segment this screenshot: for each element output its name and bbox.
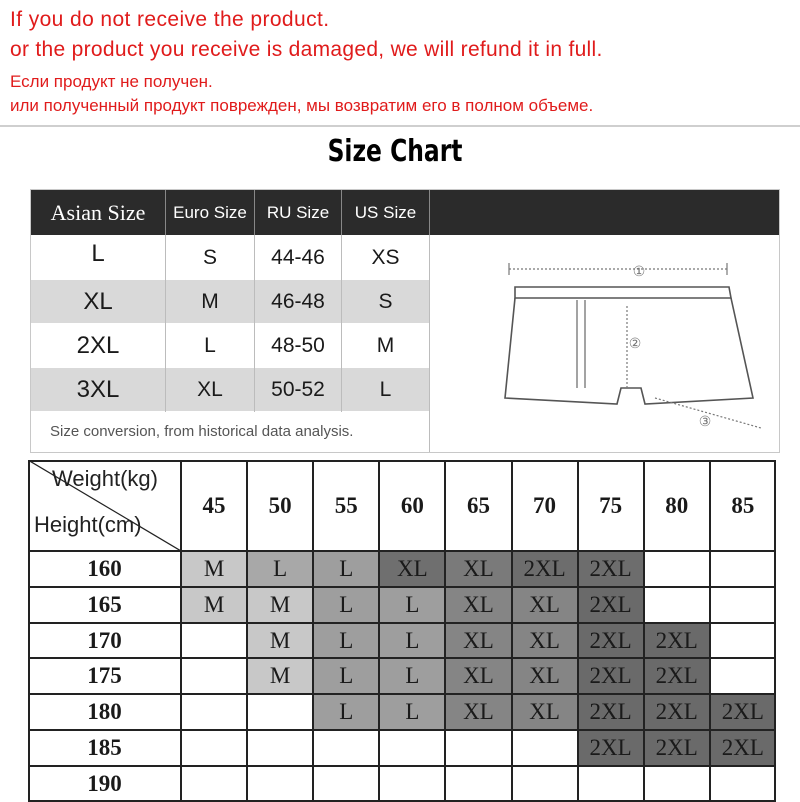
- size-recommendation-cell: 2XL: [644, 623, 710, 659]
- euro-size-cell: XL: [197, 378, 223, 401]
- size-recommendation-cell: [379, 730, 445, 766]
- refund-notice-line1: If you do not receive the product.: [10, 8, 330, 31]
- height-header-180: 180: [87, 699, 122, 725]
- height-axis-label: Height(cm): [34, 512, 142, 537]
- size-chart-title: Size Chart: [327, 134, 463, 169]
- size-recommendation-cell: 2XL: [512, 551, 578, 587]
- size-recommendation-cell: 2XL: [644, 694, 710, 730]
- size-conversion-note: Size conversion, from historical data analysis.: [50, 423, 354, 440]
- size-recommendation-cell: [512, 766, 578, 802]
- header-euro-size: Euro Size: [173, 203, 247, 222]
- grid-line: [643, 460, 645, 802]
- weight-header-45: 45: [202, 493, 226, 518]
- size-recommendation-cell: [445, 766, 511, 802]
- height-header-170: 170: [87, 627, 122, 653]
- ru-size-cell: 44-46: [271, 246, 325, 269]
- size-recommendation-cell: XL: [445, 623, 511, 659]
- us-size-cell: L: [379, 378, 392, 401]
- weight-height-size-table: [28, 460, 776, 798]
- ru-size-cell: 50-52: [271, 378, 325, 401]
- size-recommendation-cell: 2XL: [710, 694, 776, 730]
- grid-line: [28, 460, 30, 802]
- size-recommendation-cell: [313, 730, 379, 766]
- grid-line: [246, 460, 248, 802]
- grid-line: [577, 460, 579, 802]
- column-divider: [341, 235, 342, 412]
- size-recommendation-cell: M: [181, 587, 247, 623]
- grid-line: [28, 693, 776, 695]
- size-recommendation-cell: [181, 623, 247, 659]
- size-recommendation-cell: [247, 694, 313, 730]
- grid-line: [709, 460, 711, 802]
- weight-header-60: 60: [400, 493, 424, 518]
- section-divider: [0, 125, 800, 127]
- size-recommendation-cell: XL: [512, 587, 578, 623]
- grid-line: [28, 729, 776, 731]
- height-header-175: 175: [87, 663, 122, 689]
- size-recommendation-cell: [512, 730, 578, 766]
- asian-size-cell: 2XL: [76, 332, 120, 359]
- size-recommendation-cell: XL: [512, 694, 578, 730]
- size-recommendation-cell: [181, 730, 247, 766]
- size-row: [31, 368, 429, 411]
- size-recommendation-cell: XL: [445, 587, 511, 623]
- grid-line: [28, 622, 776, 624]
- grid-line: [511, 460, 513, 802]
- weight-header-70: 70: [533, 493, 557, 518]
- size-recommendation-cell: [247, 730, 313, 766]
- height-header-165: 165: [87, 591, 122, 617]
- weight-header-85: 85: [731, 493, 755, 518]
- size-recommendation-cell: L: [247, 551, 313, 587]
- euro-size-cell: S: [202, 246, 217, 269]
- euro-size-cell: M: [201, 290, 219, 313]
- size-recommendation-cell: L: [379, 658, 445, 694]
- size-recommendation-cell: L: [313, 658, 379, 694]
- size-recommendation-cell: L: [313, 623, 379, 659]
- asian-size-cell: 3XL: [76, 376, 120, 403]
- size-conversion-table: [30, 189, 780, 453]
- refund-notice-line2: or the product you receive is damaged, we will refund it in full.: [10, 38, 603, 61]
- size-recommendation-cell: XL: [445, 551, 511, 587]
- size-recommendation-cell: L: [379, 623, 445, 659]
- marker-waist: ①: [632, 263, 646, 279]
- asian-size-cell: XL: [83, 288, 113, 315]
- size-recommendation-cell: 2XL: [644, 658, 710, 694]
- size-recommendation-cell: L: [379, 587, 445, 623]
- header-us-size: US Size: [354, 203, 417, 222]
- size-recommendation-cell: L: [313, 587, 379, 623]
- size-recommendation-cell: [644, 587, 710, 623]
- weight-axis-label: Weight(kg): [52, 466, 158, 491]
- marker-leg: ③: [698, 413, 712, 429]
- size-recommendation-cell: [181, 694, 247, 730]
- size-recommendation-cell: [578, 766, 644, 802]
- size-row: [31, 324, 429, 367]
- size-recommendation-cell: [181, 766, 247, 802]
- size-recommendation-cell: [644, 766, 710, 802]
- size-recommendation-cell: 2XL: [578, 623, 644, 659]
- table-corner-header: [28, 460, 181, 551]
- column-divider: [429, 235, 430, 452]
- size-recommendation-cell: XL: [445, 658, 511, 694]
- size-row: [31, 236, 429, 279]
- us-size-cell: XS: [371, 246, 400, 269]
- ru-size-cell: 46-48: [271, 290, 325, 313]
- refund-notice-line3-ru: Если продукт не получен.: [10, 72, 213, 91]
- size-recommendation-cell: 2XL: [578, 694, 644, 730]
- refund-notice-line4-ru: или полученный продукт поврежден, мы возвратим его в полном объеме.: [10, 96, 594, 115]
- ru-size-cell: 48-50: [271, 334, 325, 357]
- grid-line: [774, 460, 776, 802]
- size-recommendation-cell: [313, 766, 379, 802]
- size-recommendation-cell: [247, 766, 313, 802]
- size-recommendation-cell: [710, 658, 776, 694]
- size-recommendation-cell: 2XL: [644, 730, 710, 766]
- us-size-cell: M: [376, 334, 395, 357]
- size-recommendation-cell: XL: [512, 623, 578, 659]
- size-recommendation-cell: M: [247, 658, 313, 694]
- size-row: [31, 280, 429, 323]
- size-recommendation-cell: [379, 766, 445, 802]
- size-recommendation-cell: XL: [512, 658, 578, 694]
- size-recommendation-cell: [710, 551, 776, 587]
- weight-header-80: 80: [665, 493, 689, 518]
- size-recommendation-cell: M: [181, 551, 247, 587]
- size-recommendation-cell: [181, 658, 247, 694]
- height-header-190: 190: [87, 770, 122, 796]
- euro-size-cell: L: [204, 334, 216, 357]
- grid-line: [180, 460, 182, 802]
- size-recommendation-cell: M: [247, 587, 313, 623]
- asian-size-cell: L: [91, 240, 105, 267]
- size-recommendation-cell: [710, 623, 776, 659]
- size-recommendation-cell: 2XL: [578, 730, 644, 766]
- grid-line: [444, 460, 446, 802]
- grid-line: [28, 460, 776, 462]
- grid-line: [378, 460, 380, 802]
- size-recommendation-cell: 2XL: [578, 551, 644, 587]
- size-recommendation-cell: [710, 766, 776, 802]
- size-recommendation-cell: XL: [379, 551, 445, 587]
- size-recommendation-cell: L: [313, 694, 379, 730]
- column-divider: [254, 235, 255, 412]
- height-header-185: 185: [87, 735, 122, 760]
- grid-line: [28, 657, 776, 659]
- size-recommendation-cell: [445, 730, 511, 766]
- grid-line: [312, 460, 314, 802]
- weight-header-75: 75: [599, 493, 623, 518]
- column-divider: [165, 235, 166, 412]
- header-divider: [429, 190, 430, 235]
- size-recommendation-cell: 2XL: [710, 730, 776, 766]
- us-size-cell: S: [378, 290, 393, 313]
- size-recommendation-cell: 2XL: [578, 587, 644, 623]
- size-recommendation-cell: XL: [445, 694, 511, 730]
- weight-header-65: 65: [466, 493, 490, 518]
- size-recommendation-cell: L: [313, 551, 379, 587]
- boxer-measurement-diagram: [431, 238, 777, 450]
- size-recommendation-cell: M: [247, 623, 313, 659]
- grid-line: [28, 765, 776, 767]
- marker-length: ②: [628, 335, 642, 351]
- grid-line: [28, 586, 776, 588]
- size-table-header: [31, 190, 779, 235]
- height-header-160: 160: [87, 556, 122, 581]
- weight-header-50: 50: [268, 493, 292, 518]
- weight-header-55: 55: [334, 493, 358, 518]
- size-recommendation-cell: [644, 551, 710, 587]
- grid-line: [28, 550, 776, 552]
- size-recommendation-cell: [710, 587, 776, 623]
- header-ru-size: RU Size: [266, 203, 330, 222]
- size-recommendation-cell: L: [379, 694, 445, 730]
- size-recommendation-cell: 2XL: [578, 658, 644, 694]
- header-asian-size: Asian Size: [50, 200, 146, 225]
